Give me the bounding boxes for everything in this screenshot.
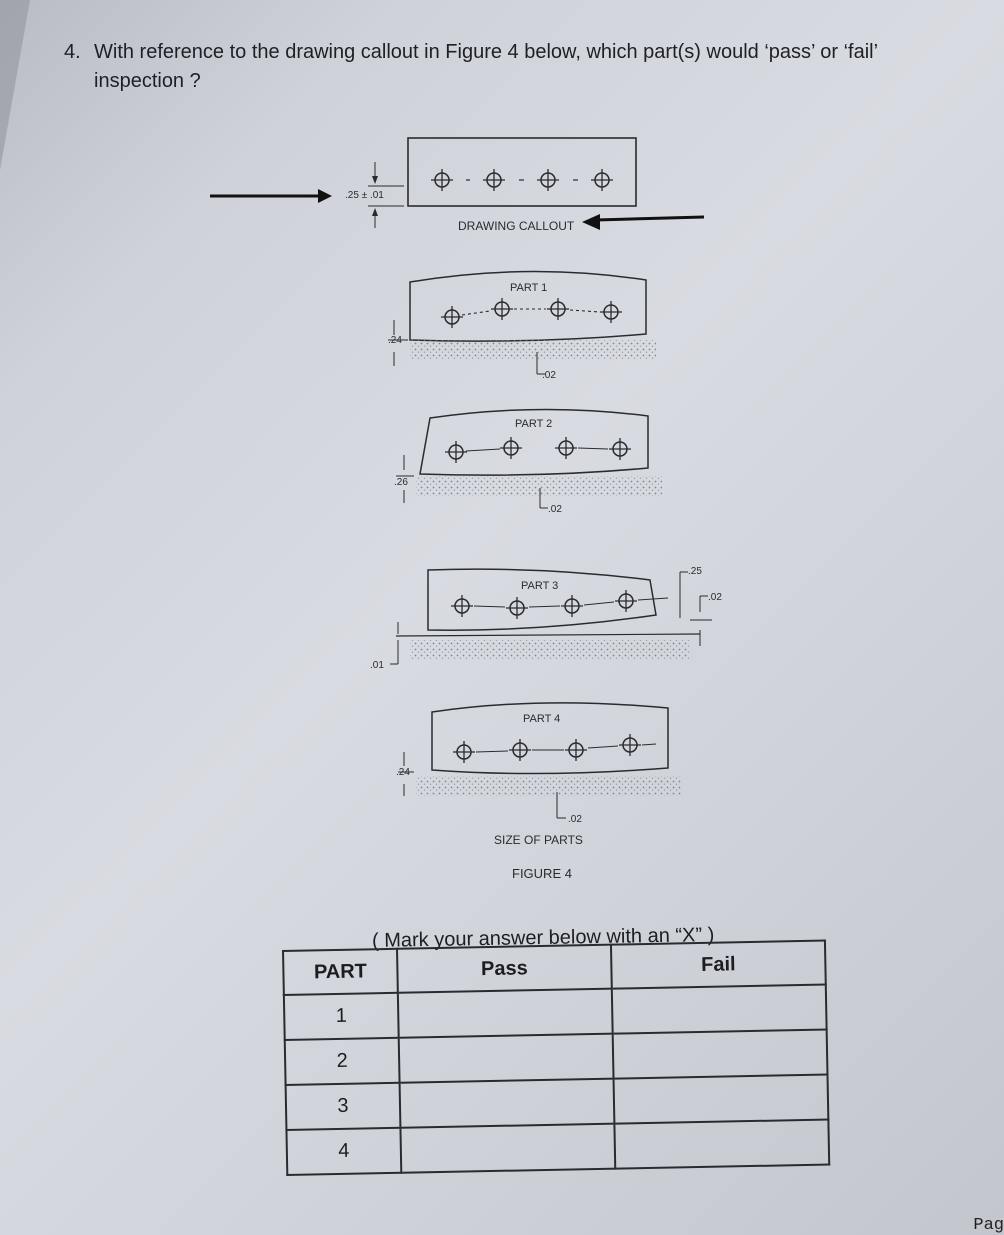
fail-cell-part-4[interactable] xyxy=(614,1120,829,1169)
header-pass: Pass xyxy=(397,945,612,993)
answer-table xyxy=(282,940,830,1176)
drawing-callout xyxy=(210,138,704,233)
pass-cell-part-4[interactable] xyxy=(400,1124,615,1173)
part-1-title: PART 1 xyxy=(510,282,548,294)
part-3-height: .01 xyxy=(370,660,384,671)
part-4-drawing xyxy=(396,703,682,825)
fail-cell-part-1[interactable] xyxy=(612,985,827,1034)
part-1-bow: .02 xyxy=(542,370,556,381)
part-2-height: .26 xyxy=(394,477,408,488)
part-1-drawing xyxy=(388,271,656,381)
part-number: 3 xyxy=(286,1083,401,1130)
pass-cell-part-1[interactable] xyxy=(398,989,613,1038)
header-fail: Fail xyxy=(611,941,826,989)
part-number: 1 xyxy=(284,993,399,1040)
figure-label: FIGURE 4 xyxy=(512,866,572,881)
pass-cell-part-2[interactable] xyxy=(399,1034,614,1083)
part-2-title: PART 2 xyxy=(515,418,553,430)
question-line-1: With reference to the drawing callout in Figure 4 below, which part(s) would ‘pass’ or ‘fail’ xyxy=(94,41,879,63)
callout-label: DRAWING CALLOUT xyxy=(458,219,575,233)
answer-instruction: ( Mark your answer below with an “X” ) xyxy=(371,924,715,952)
part-2-surface-plate xyxy=(416,476,662,496)
question-number: 4. xyxy=(64,41,81,63)
part-3-right-top: .25 xyxy=(688,566,702,577)
question-line-2: inspection ? xyxy=(94,70,201,92)
right-arrow-head xyxy=(582,214,600,230)
part-3-title: PART 3 xyxy=(521,580,559,592)
part-3-right-bow: .02 xyxy=(708,592,722,603)
right-arrow-line xyxy=(596,217,704,220)
part-4-bow: .02 xyxy=(568,814,582,825)
part-2-bow: .02 xyxy=(548,504,562,515)
fail-cell-part-3[interactable] xyxy=(614,1075,829,1124)
callout-dimension: .25 ± .01 xyxy=(345,190,384,201)
fail-cell-part-2[interactable] xyxy=(613,1030,828,1079)
part-3-drawing xyxy=(370,566,722,671)
part-4-height: .24 xyxy=(396,767,410,778)
part-3-surface-plate xyxy=(410,640,690,660)
table-row xyxy=(286,1120,829,1175)
size-of-parts-label: SIZE OF PARTS xyxy=(494,833,583,847)
part-4-title: PART 4 xyxy=(523,713,561,725)
part-1-surface-plate xyxy=(410,340,656,360)
page-footer: Pag xyxy=(973,1216,1004,1235)
part-number: 4 xyxy=(286,1128,401,1175)
part-number: 2 xyxy=(285,1038,400,1085)
left-arrow-head xyxy=(318,189,332,203)
part-2-drawing xyxy=(394,409,662,515)
pass-cell-part-3[interactable] xyxy=(400,1079,615,1128)
part-1-height: .24 xyxy=(388,335,402,346)
header-part: PART xyxy=(283,949,398,995)
part-4-surface-plate xyxy=(416,776,682,796)
